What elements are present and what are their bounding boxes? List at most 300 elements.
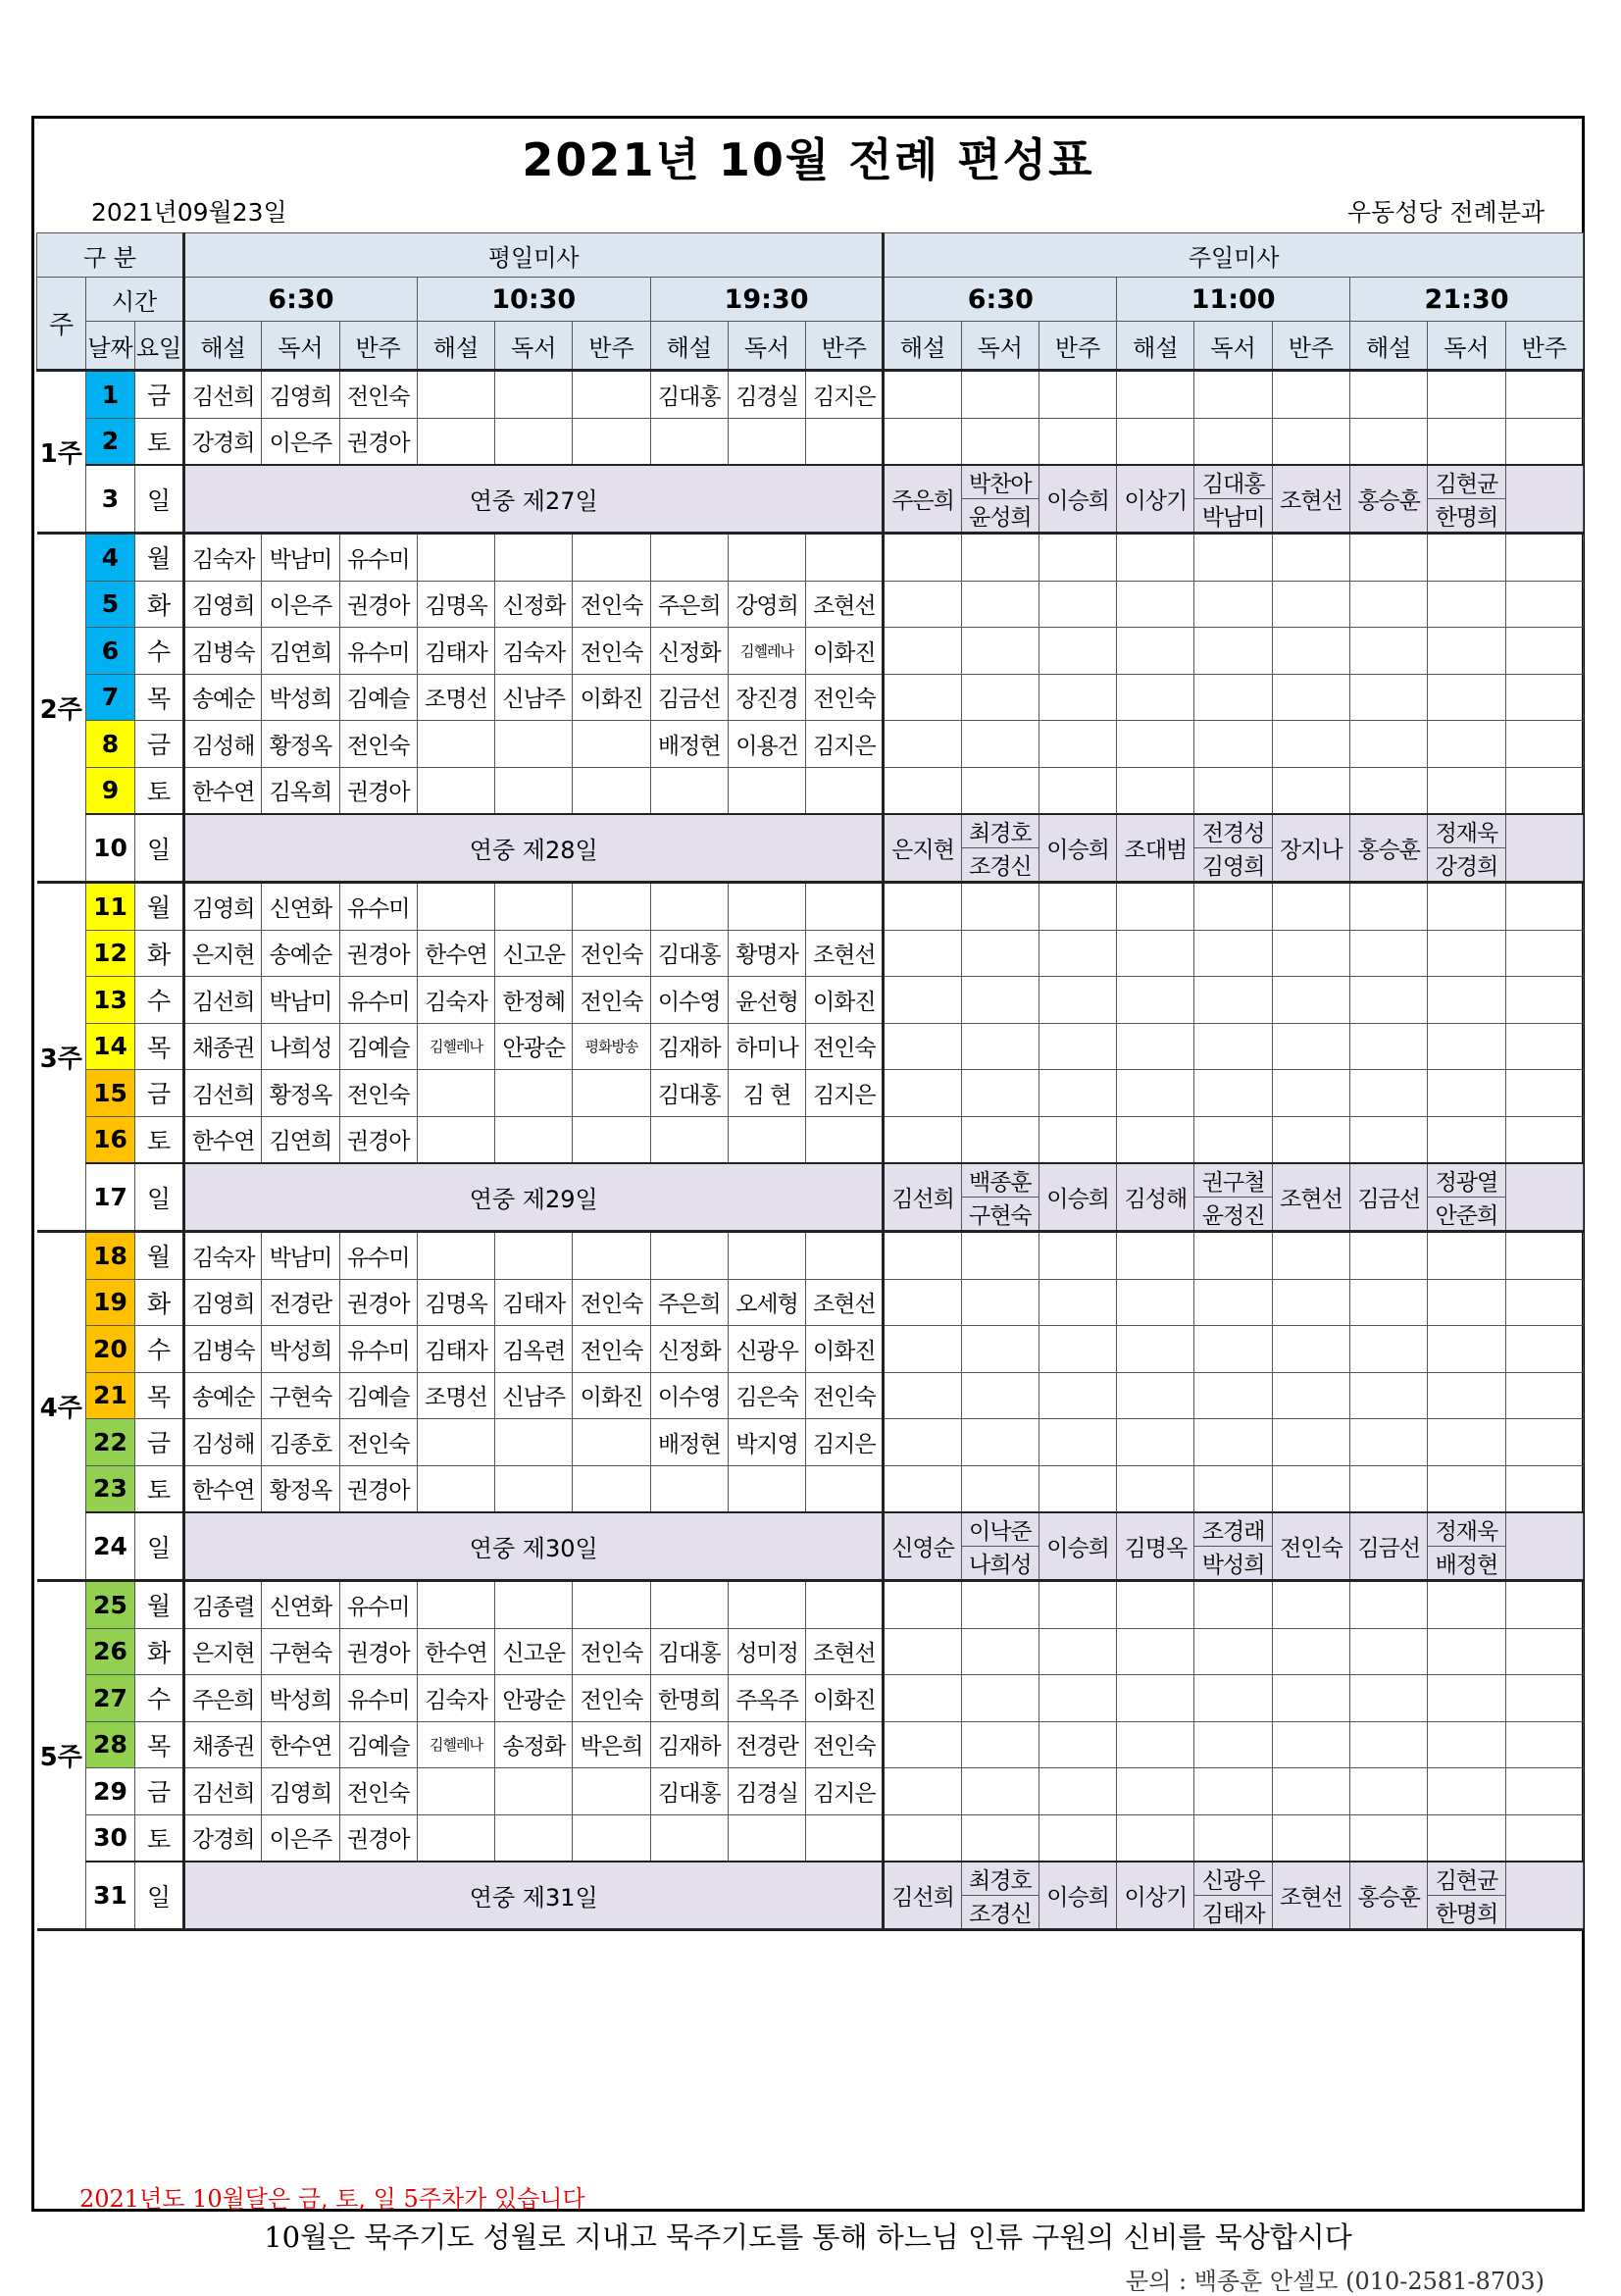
week-label: 1주 bbox=[37, 371, 86, 534]
empty-sunday-slot bbox=[1117, 581, 1194, 628]
name-cell: 유수미 bbox=[339, 883, 417, 931]
name-cell bbox=[573, 1419, 650, 1466]
weekday-row bbox=[37, 418, 1584, 465]
sunday-reader-cell: 박성희 bbox=[1194, 1547, 1272, 1581]
sunday-organist-cell: 조현선 bbox=[1272, 1163, 1349, 1232]
header-row-times bbox=[37, 278, 1584, 322]
empty-sunday-slot bbox=[1350, 1768, 1428, 1815]
sunday-reader-cell: 한명희 bbox=[1428, 499, 1505, 534]
name-cell bbox=[728, 1232, 805, 1280]
name-cell: 은지현 bbox=[184, 930, 262, 977]
name-cell: 이은주 bbox=[262, 418, 339, 465]
name-cell bbox=[495, 1814, 573, 1862]
name-cell: 김태자 bbox=[495, 1279, 573, 1326]
name-cell: 김숙자 bbox=[495, 628, 573, 675]
organization-name: 우동성당 전례분과 bbox=[1346, 198, 1545, 227]
name-cell: 한수연 bbox=[184, 1465, 262, 1512]
empty-sunday-slot bbox=[1117, 1721, 1194, 1768]
name-cell: 유수미 bbox=[339, 977, 417, 1024]
empty-sunday-slot bbox=[961, 1675, 1038, 1722]
name-cell: 김예슬 bbox=[339, 1023, 417, 1070]
sunday-narrator-cell: 김금선 bbox=[1350, 1163, 1428, 1232]
empty-sunday-slot bbox=[884, 1116, 961, 1163]
name-cell: 송정화 bbox=[495, 1721, 573, 1768]
name-cell bbox=[417, 1232, 494, 1280]
name-cell: 오세형 bbox=[728, 1279, 805, 1326]
empty-sunday-slot bbox=[884, 1023, 961, 1070]
empty-sunday-slot bbox=[1194, 1814, 1272, 1862]
sunday-organist-cell: 전인숙 bbox=[1272, 1512, 1349, 1581]
sunday-time-1: 11:00 bbox=[1117, 278, 1350, 322]
name-cell: 김경실 bbox=[728, 371, 805, 419]
sunday-reader-cell: 김영희 bbox=[1194, 848, 1272, 883]
empty-sunday-slot bbox=[884, 1326, 961, 1373]
name-cell bbox=[495, 1465, 573, 1512]
name-cell bbox=[650, 767, 728, 814]
empty-sunday-slot bbox=[961, 534, 1038, 582]
empty-sunday-slot bbox=[1272, 371, 1349, 419]
empty-sunday-slot bbox=[1505, 883, 1583, 931]
sunday-reader-cell: 강경희 bbox=[1428, 848, 1505, 883]
date-cell: 26 bbox=[86, 1628, 135, 1675]
name-cell: 은지현 bbox=[184, 1628, 262, 1675]
name-cell: 신남주 bbox=[495, 1372, 573, 1419]
empty-sunday-slot bbox=[961, 1116, 1038, 1163]
date-cell: 6 bbox=[86, 628, 135, 675]
empty-sunday-slot bbox=[1194, 930, 1272, 977]
name-cell: 권경아 bbox=[339, 930, 417, 977]
empty-sunday-slot bbox=[1350, 1419, 1428, 1466]
empty-sunday-slot bbox=[1505, 1070, 1583, 1117]
day-of-week-cell: 화 bbox=[135, 1628, 184, 1675]
liturgy-schedule-table bbox=[36, 232, 1584, 1931]
sunday-label: 연중 제30일 bbox=[184, 1512, 884, 1581]
name-cell bbox=[650, 418, 728, 465]
name-cell: 김대홍 bbox=[650, 371, 728, 419]
empty-sunday-slot bbox=[1350, 1628, 1428, 1675]
name-cell: 박남미 bbox=[262, 1232, 339, 1280]
date-cell: 30 bbox=[86, 1814, 135, 1862]
empty-sunday-slot bbox=[1350, 977, 1428, 1024]
sunday-narrator-cell: 이상기 bbox=[1117, 465, 1194, 534]
empty-sunday-slot bbox=[1272, 418, 1349, 465]
name-cell bbox=[573, 418, 650, 465]
empty-sunday-slot bbox=[1038, 1279, 1116, 1326]
empty-sunday-slot bbox=[1505, 930, 1583, 977]
name-cell bbox=[417, 883, 494, 931]
empty-sunday-slot bbox=[1350, 674, 1428, 721]
name-cell bbox=[573, 721, 650, 768]
empty-sunday-slot bbox=[1194, 534, 1272, 582]
empty-sunday-slot bbox=[884, 930, 961, 977]
sunday-row bbox=[37, 1512, 1584, 1547]
name-cell: 김숙자 bbox=[417, 977, 494, 1024]
weekday-row bbox=[37, 1814, 1584, 1862]
name-cell bbox=[806, 1116, 884, 1163]
empty-sunday-slot bbox=[1117, 1232, 1194, 1280]
name-cell: 황정옥 bbox=[262, 1465, 339, 1512]
empty-sunday-slot bbox=[961, 674, 1038, 721]
empty-sunday-slot bbox=[1428, 1326, 1505, 1373]
name-cell: 이은주 bbox=[262, 581, 339, 628]
name-cell: 김헬레나 bbox=[728, 628, 805, 675]
name-cell: 유수미 bbox=[339, 1232, 417, 1280]
sunday-narrator-cell: 조대범 bbox=[1117, 814, 1194, 883]
empty-sunday-slot bbox=[884, 581, 961, 628]
empty-sunday-slot bbox=[961, 628, 1038, 675]
sunday-organist-cell: 이승희 bbox=[1038, 465, 1116, 534]
sunday-reader-cell: 배정현 bbox=[1428, 1547, 1505, 1581]
weekday-row bbox=[37, 1768, 1584, 1815]
name-cell: 안광순 bbox=[495, 1675, 573, 1722]
empty-sunday-slot bbox=[1428, 1721, 1505, 1768]
week-label: 5주 bbox=[37, 1581, 86, 1930]
name-cell: 김영희 bbox=[262, 1768, 339, 1815]
empty-sunday-slot bbox=[961, 1581, 1038, 1629]
empty-sunday-slot bbox=[884, 674, 961, 721]
empty-sunday-slot bbox=[961, 1628, 1038, 1675]
name-cell bbox=[573, 1232, 650, 1280]
name-cell: 이수영 bbox=[650, 977, 728, 1024]
name-cell bbox=[573, 534, 650, 582]
empty-sunday-slot bbox=[1350, 628, 1428, 675]
empty-sunday-slot bbox=[1505, 1116, 1583, 1163]
issue-date: 2021년09월23일 bbox=[91, 198, 287, 227]
name-cell: 한수연 bbox=[184, 1116, 262, 1163]
name-cell: 김명옥 bbox=[417, 581, 494, 628]
sunday-reader-cell: 조경신 bbox=[961, 848, 1038, 883]
role-header-독서-sunday-2: 독서 bbox=[1428, 322, 1505, 371]
empty-sunday-slot bbox=[1272, 1628, 1349, 1675]
name-cell bbox=[495, 534, 573, 582]
role-header-독서-sunday-1: 독서 bbox=[1194, 322, 1272, 371]
empty-sunday-slot bbox=[1194, 883, 1272, 931]
empty-sunday-slot bbox=[884, 1465, 961, 1512]
empty-sunday-slot bbox=[1428, 1023, 1505, 1070]
sunday-narrator-cell: 김금선 bbox=[1350, 1512, 1428, 1581]
role-header-해설-weekday-2: 해설 bbox=[650, 322, 728, 371]
empty-sunday-slot bbox=[1194, 418, 1272, 465]
name-cell: 이화진 bbox=[806, 977, 884, 1024]
category-header: 구 분 bbox=[37, 233, 184, 278]
day-of-week-cell: 토 bbox=[135, 767, 184, 814]
day-of-week-cell: 월 bbox=[135, 883, 184, 931]
name-cell: 김금선 bbox=[650, 674, 728, 721]
name-cell: 김지은 bbox=[806, 1768, 884, 1815]
name-cell bbox=[573, 1116, 650, 1163]
name-cell: 조현선 bbox=[806, 1279, 884, 1326]
sunday-label: 연중 제28일 bbox=[184, 814, 884, 883]
day-of-week-cell: 수 bbox=[135, 1326, 184, 1373]
day-of-week-cell: 수 bbox=[135, 977, 184, 1024]
name-cell bbox=[417, 1419, 494, 1466]
role-header-독서-weekday-2: 독서 bbox=[728, 322, 805, 371]
name-cell bbox=[728, 418, 805, 465]
empty-sunday-slot bbox=[1505, 1326, 1583, 1373]
name-cell bbox=[417, 418, 494, 465]
name-cell bbox=[495, 1116, 573, 1163]
name-cell bbox=[417, 1116, 494, 1163]
name-cell bbox=[417, 1768, 494, 1815]
date-cell: 2 bbox=[86, 418, 135, 465]
name-cell bbox=[495, 721, 573, 768]
weekday-time-0: 6:30 bbox=[184, 278, 418, 322]
sunday-reader-cell: 백종훈 bbox=[961, 1163, 1038, 1198]
name-cell: 김은숙 bbox=[728, 1372, 805, 1419]
empty-sunday-slot bbox=[1428, 1465, 1505, 1512]
name-cell bbox=[728, 1116, 805, 1163]
weekday-row bbox=[37, 1721, 1584, 1768]
header-row-category bbox=[37, 233, 1584, 278]
empty-sunday-slot bbox=[961, 1070, 1038, 1117]
date-cell: 13 bbox=[86, 977, 135, 1024]
sunday-reader-cell: 신광우 bbox=[1194, 1862, 1272, 1896]
name-cell: 이수영 bbox=[650, 1372, 728, 1419]
empty-sunday-slot bbox=[1350, 1070, 1428, 1117]
name-cell bbox=[806, 767, 884, 814]
date-cell: 9 bbox=[86, 767, 135, 814]
sunday-reader-cell: 최경호 bbox=[961, 1862, 1038, 1896]
sunday-date-cell: 10 bbox=[86, 814, 135, 883]
sunday-organist-cell bbox=[1505, 1862, 1583, 1930]
name-cell bbox=[728, 767, 805, 814]
role-header-해설-sunday-0: 해설 bbox=[884, 322, 961, 371]
empty-sunday-slot bbox=[1038, 1326, 1116, 1373]
name-cell: 나희성 bbox=[262, 1023, 339, 1070]
name-cell bbox=[728, 534, 805, 582]
name-cell bbox=[806, 1814, 884, 1862]
sunday-reader-cell: 박남미 bbox=[1194, 499, 1272, 534]
name-cell: 김대홍 bbox=[650, 1070, 728, 1117]
empty-sunday-slot bbox=[1505, 721, 1583, 768]
empty-sunday-slot bbox=[1038, 1372, 1116, 1419]
empty-sunday-slot bbox=[1117, 1675, 1194, 1722]
sunday-narrator-cell: 김선희 bbox=[884, 1862, 961, 1930]
name-cell bbox=[417, 371, 494, 419]
empty-sunday-slot bbox=[1117, 883, 1194, 931]
name-cell: 김연희 bbox=[262, 1116, 339, 1163]
empty-sunday-slot bbox=[1272, 977, 1349, 1024]
empty-sunday-slot bbox=[1505, 534, 1583, 582]
name-cell: 전인숙 bbox=[573, 977, 650, 1024]
name-cell bbox=[728, 1814, 805, 1862]
name-cell bbox=[650, 1116, 728, 1163]
date-cell: 23 bbox=[86, 1465, 135, 1512]
name-cell: 김성해 bbox=[184, 1419, 262, 1466]
empty-sunday-slot bbox=[1428, 1628, 1505, 1675]
empty-sunday-slot bbox=[1350, 1279, 1428, 1326]
schedule-frame bbox=[31, 116, 1585, 2295]
empty-sunday-slot bbox=[1038, 581, 1116, 628]
day-of-week-cell: 화 bbox=[135, 581, 184, 628]
date-cell: 29 bbox=[86, 1768, 135, 1815]
sunday-reader-cell: 이낙준 bbox=[961, 1512, 1038, 1547]
empty-sunday-slot bbox=[1038, 977, 1116, 1024]
empty-sunday-slot bbox=[1194, 674, 1272, 721]
name-cell: 유수미 bbox=[339, 1326, 417, 1373]
sunday-time-2: 21:30 bbox=[1350, 278, 1584, 322]
empty-sunday-slot bbox=[1428, 418, 1505, 465]
name-cell: 장진경 bbox=[728, 674, 805, 721]
sunday-row bbox=[37, 465, 1584, 499]
sunday-organist-cell: 조현선 bbox=[1272, 1862, 1349, 1930]
page-title: 2021년 10월 전례 편성표 bbox=[522, 133, 1094, 186]
name-cell: 전인숙 bbox=[573, 1279, 650, 1326]
name-cell: 유수미 bbox=[339, 534, 417, 582]
sunday-narrator-cell: 홍승훈 bbox=[1350, 1862, 1428, 1930]
empty-sunday-slot bbox=[1428, 1372, 1505, 1419]
date-cell: 25 bbox=[86, 1581, 135, 1629]
name-cell bbox=[806, 1465, 884, 1512]
day-of-week-cell: 목 bbox=[135, 1372, 184, 1419]
empty-sunday-slot bbox=[1428, 534, 1505, 582]
empty-sunday-slot bbox=[1272, 1419, 1349, 1466]
empty-sunday-slot bbox=[1505, 1232, 1583, 1280]
name-cell bbox=[806, 1232, 884, 1280]
sunday-reader-cell: 박찬아 bbox=[961, 465, 1038, 499]
name-cell bbox=[417, 1581, 494, 1629]
name-cell: 김선희 bbox=[184, 1070, 262, 1117]
name-cell: 이화진 bbox=[573, 674, 650, 721]
empty-sunday-slot bbox=[1117, 1768, 1194, 1815]
name-cell: 한수연 bbox=[417, 930, 494, 977]
weekday-row bbox=[37, 1326, 1584, 1373]
date-cell: 8 bbox=[86, 721, 135, 768]
empty-sunday-slot bbox=[1038, 1465, 1116, 1512]
empty-sunday-slot bbox=[1194, 581, 1272, 628]
name-cell: 신정화 bbox=[650, 628, 728, 675]
role-header-반주-weekday-0: 반주 bbox=[339, 322, 417, 371]
name-cell bbox=[417, 1814, 494, 1862]
name-cell: 조현선 bbox=[806, 1628, 884, 1675]
name-cell: 전인숙 bbox=[339, 1768, 417, 1815]
sunday-narrator-cell: 주은희 bbox=[884, 465, 961, 534]
empty-sunday-slot bbox=[1505, 767, 1583, 814]
empty-sunday-slot bbox=[1428, 930, 1505, 977]
sunday-organist-cell: 장지나 bbox=[1272, 814, 1349, 883]
empty-sunday-slot bbox=[1038, 767, 1116, 814]
name-cell: 김종렬 bbox=[184, 1581, 262, 1629]
sunday-mass-header: 주일미사 bbox=[884, 233, 1584, 278]
sunday-organist-cell bbox=[1505, 1512, 1583, 1581]
name-cell bbox=[650, 1814, 728, 1862]
name-cell: 김재하 bbox=[650, 1023, 728, 1070]
weekday-time-2: 19:30 bbox=[650, 278, 884, 322]
empty-sunday-slot bbox=[961, 977, 1038, 1024]
name-cell bbox=[495, 1232, 573, 1280]
week-column-header: 주 bbox=[37, 278, 86, 371]
empty-sunday-slot bbox=[884, 371, 961, 419]
empty-sunday-slot bbox=[1272, 883, 1349, 931]
empty-sunday-slot bbox=[1038, 1814, 1116, 1862]
empty-sunday-slot bbox=[1350, 1814, 1428, 1862]
five-week-note: 2021년도 10월달은 금, 토, 일 5주차가 있습니다 bbox=[79, 2185, 585, 2213]
weekday-mass-header: 평일미사 bbox=[184, 233, 884, 278]
empty-sunday-slot bbox=[884, 1581, 961, 1629]
time-label-header: 시간 bbox=[86, 278, 184, 322]
empty-sunday-slot bbox=[1505, 1023, 1583, 1070]
empty-sunday-slot bbox=[961, 1279, 1038, 1326]
empty-sunday-slot bbox=[1194, 1768, 1272, 1815]
sunday-date-cell: 17 bbox=[86, 1163, 135, 1232]
empty-sunday-slot bbox=[961, 1768, 1038, 1815]
empty-sunday-slot bbox=[1038, 674, 1116, 721]
name-cell: 김예슬 bbox=[339, 1372, 417, 1419]
empty-sunday-slot bbox=[1272, 721, 1349, 768]
name-cell bbox=[650, 1581, 728, 1629]
role-header-반주-sunday-2: 반주 bbox=[1505, 322, 1583, 371]
day-of-week-cell: 토 bbox=[135, 1814, 184, 1862]
date-cell: 12 bbox=[86, 930, 135, 977]
sunday-organist-cell: 조현선 bbox=[1272, 465, 1349, 534]
day-of-week-cell: 화 bbox=[135, 930, 184, 977]
name-cell: 신고운 bbox=[495, 930, 573, 977]
weekday-row bbox=[37, 977, 1584, 1024]
empty-sunday-slot bbox=[1038, 1419, 1116, 1466]
sunday-reader-cell: 구현숙 bbox=[961, 1198, 1038, 1232]
day-of-week-cell: 목 bbox=[135, 1721, 184, 1768]
empty-sunday-slot bbox=[1428, 674, 1505, 721]
day-of-week-cell: 금 bbox=[135, 1768, 184, 1815]
empty-sunday-slot bbox=[1272, 1675, 1349, 1722]
name-cell: 김영희 bbox=[184, 581, 262, 628]
name-cell: 신광우 bbox=[728, 1326, 805, 1373]
name-cell: 강경희 bbox=[184, 418, 262, 465]
name-cell bbox=[806, 534, 884, 582]
name-cell: 이화진 bbox=[806, 1675, 884, 1722]
empty-sunday-slot bbox=[1272, 1232, 1349, 1280]
name-cell: 김병숙 bbox=[184, 1326, 262, 1373]
name-cell bbox=[573, 1814, 650, 1862]
empty-sunday-slot bbox=[1505, 371, 1583, 419]
name-cell bbox=[417, 721, 494, 768]
empty-sunday-slot bbox=[1350, 767, 1428, 814]
name-cell: 박남미 bbox=[262, 977, 339, 1024]
empty-sunday-slot bbox=[1428, 721, 1505, 768]
date-cell: 19 bbox=[86, 1279, 135, 1326]
name-cell bbox=[417, 1465, 494, 1512]
name-cell bbox=[495, 1419, 573, 1466]
empty-sunday-slot bbox=[884, 1232, 961, 1280]
empty-sunday-slot bbox=[961, 883, 1038, 931]
name-cell bbox=[728, 1465, 805, 1512]
name-cell bbox=[417, 534, 494, 582]
sunday-reader-cell: 정광열 bbox=[1428, 1163, 1505, 1198]
empty-sunday-slot bbox=[1272, 1070, 1349, 1117]
empty-sunday-slot bbox=[1505, 1279, 1583, 1326]
empty-sunday-slot bbox=[1350, 1675, 1428, 1722]
empty-sunday-slot bbox=[1117, 674, 1194, 721]
empty-sunday-slot bbox=[1117, 930, 1194, 977]
sunday-label: 연중 제29일 bbox=[184, 1163, 884, 1232]
name-cell: 한정혜 bbox=[495, 977, 573, 1024]
date-cell: 28 bbox=[86, 1721, 135, 1768]
name-cell: 김연희 bbox=[262, 628, 339, 675]
empty-sunday-slot bbox=[1117, 418, 1194, 465]
sunday-date-cell: 3 bbox=[86, 465, 135, 534]
empty-sunday-slot bbox=[1428, 1675, 1505, 1722]
name-cell: 김지은 bbox=[806, 1070, 884, 1117]
day-of-week-cell: 금 bbox=[135, 1070, 184, 1117]
empty-sunday-slot bbox=[1117, 1023, 1194, 1070]
empty-sunday-slot bbox=[1505, 418, 1583, 465]
empty-sunday-slot bbox=[1505, 628, 1583, 675]
empty-sunday-slot bbox=[1272, 1279, 1349, 1326]
name-cell: 박성희 bbox=[262, 1326, 339, 1373]
empty-sunday-slot bbox=[1117, 977, 1194, 1024]
empty-sunday-slot bbox=[961, 930, 1038, 977]
empty-sunday-slot bbox=[1350, 1116, 1428, 1163]
